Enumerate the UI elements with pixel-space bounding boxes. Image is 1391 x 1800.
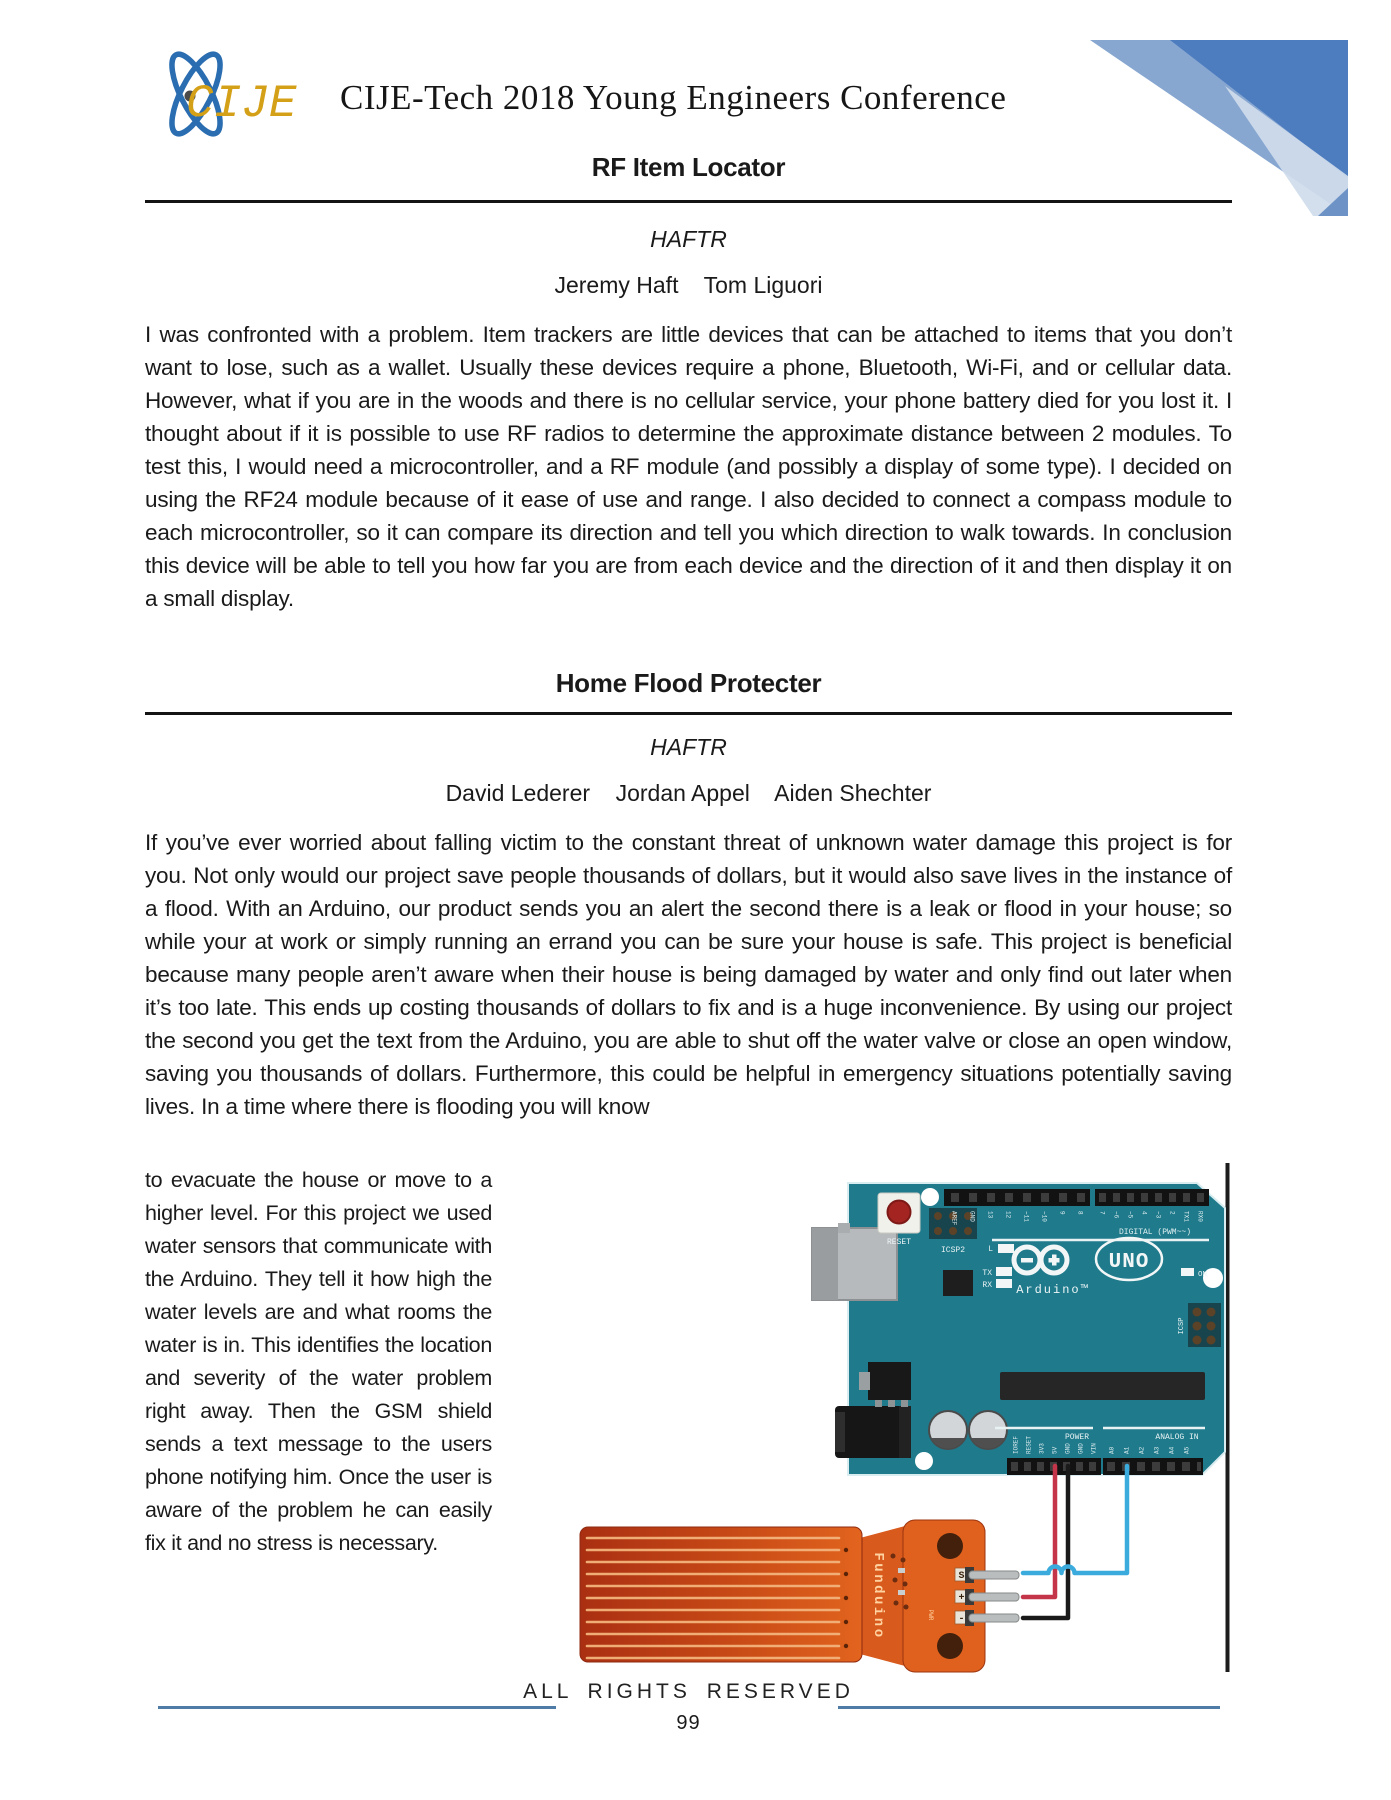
abstract-paragraph-continued: to evacuate the house or move to a higher level. For this project we used water sensors that communicate with the Arduino. They tell it how high the water levels are and what rooms the water is in. This identifies the location and severity of the water problem right away. Then the GSM shield sends a text message to the users phone notifying him. Once the user is aware of the problem he can easily fix it and no stress is necessary. xyxy=(145,1168,492,1555)
authors-line: Jeremy Haft Tom Liguori xyxy=(554,272,823,298)
signal-wire xyxy=(1023,1466,1127,1573)
svg-text:~10: ~10 xyxy=(1040,1211,1048,1222)
svg-text:RX0: RX0 xyxy=(1196,1211,1204,1222)
svg-text:~3: ~3 xyxy=(1154,1211,1162,1219)
usb-connector-icon xyxy=(812,1223,897,1300)
svg-text:TX1: TX1 xyxy=(1182,1211,1190,1222)
authors-line: David Lederer Jordan Appel Aiden Shechter xyxy=(445,780,932,806)
analog-in-label: ANALOG IN xyxy=(1155,1433,1199,1442)
svg-text:GND: GND xyxy=(968,1211,976,1222)
sensor-strip xyxy=(580,1527,862,1662)
svg-text:ICSP: ICSP xyxy=(1178,1317,1186,1335)
school-name: HAFTR xyxy=(650,226,727,252)
page-title: CIJE-Tech 2018 Young Engineers Conference xyxy=(340,78,1007,117)
logo-text: CIJE xyxy=(186,78,297,130)
svg-text:2: 2 xyxy=(1168,1211,1176,1215)
section-heading-rf-item-locator: RF Item Locator xyxy=(591,152,786,182)
arduino-brand-label: Arduino™ xyxy=(1016,1283,1090,1297)
power-label: POWER xyxy=(1064,1433,1090,1442)
svg-text:A0: A0 xyxy=(1108,1446,1116,1454)
svg-text:ON: ON xyxy=(1198,1271,1208,1279)
svg-text:7: 7 xyxy=(1098,1211,1106,1215)
heading-rule xyxy=(145,200,1232,203)
page-number: 99 xyxy=(676,1712,701,1734)
arduino-water-sensor-figure xyxy=(495,1160,1235,1680)
footer-rule-right xyxy=(838,1706,1220,1709)
arduino-board xyxy=(812,1183,1225,1475)
svg-text:GND: GND xyxy=(1077,1443,1085,1454)
mounting-hole xyxy=(921,1188,939,1206)
svg-text:9: 9 xyxy=(1058,1211,1066,1215)
svg-text:~11: ~11 xyxy=(1022,1211,1030,1222)
power-jack-icon xyxy=(835,1406,911,1458)
sensor-pwr-label: PWR xyxy=(927,1609,934,1621)
school-name: HAFTR xyxy=(650,734,727,760)
svg-text:8: 8 xyxy=(1076,1211,1084,1215)
svg-text:A2: A2 xyxy=(1138,1446,1146,1454)
svg-text:IOREF: IOREF xyxy=(1012,1435,1020,1454)
svg-text:A3: A3 xyxy=(1153,1446,1161,1454)
svg-text:A1: A1 xyxy=(1123,1446,1131,1454)
power-analog-pin-headers xyxy=(1007,1458,1203,1475)
svg-text:5V: 5V xyxy=(1051,1446,1059,1454)
abstract-paragraph: I was confronted with a problem. Item trackers are little devices that can be attached to items that you don’t want to lose, such as a wallet. Usually these devices require a phone, Bluetooth, Wi-Fi, and or cellular data. However, what if you are in the woods and there is no cellular service, your phone battery died for you lost it. I thought about if it is possible to use RF radios to determine the approximate distance between 2 modules. To test this, I would need a microcontroller, and a RF module (and possibly a display of some type). I decided on using the RF24 module because of it ease of use and range. I also decided to connect a compass module to each microcontroller, so it can compare its direction and tell you which direction to walk towards. In conclusion this device will be able to tell you how far you are from each device and the direction of it and then display it on a small display. xyxy=(145,322,1232,611)
svg-text:3V3: 3V3 xyxy=(1038,1443,1046,1454)
svg-text:RESET: RESET xyxy=(886,1238,912,1247)
footer-rights-text: ALL RIGHTS RESERVED xyxy=(523,1680,854,1703)
footer-rule-left xyxy=(158,1706,556,1709)
svg-text:13: 13 xyxy=(986,1211,994,1219)
svg-text:RX: RX xyxy=(982,1281,992,1290)
sensor-hole xyxy=(937,1633,963,1659)
figure-border-line xyxy=(1226,1163,1230,1672)
svg-text:ICSP2: ICSP2 xyxy=(940,1246,966,1255)
svg-text:RESET: RESET xyxy=(1025,1435,1033,1454)
sensor-hole xyxy=(937,1533,963,1559)
svg-text:GND: GND xyxy=(1064,1443,1072,1454)
svg-text:+: + xyxy=(958,1593,965,1604)
svg-text:AREF: AREF xyxy=(950,1211,958,1226)
water-level-sensor xyxy=(580,1520,1019,1672)
svg-text:~5: ~5 xyxy=(1126,1211,1134,1219)
sensor-header-pins xyxy=(965,1567,1019,1626)
sensor-brand-label: Funduino xyxy=(870,1552,886,1640)
svg-text:UNO: UNO xyxy=(1108,1251,1150,1274)
svg-text:VIN: VIN xyxy=(1090,1443,1098,1454)
svg-text:12: 12 xyxy=(1004,1211,1012,1219)
corner-triangle-decoration xyxy=(1085,28,1351,222)
abstract-paragraph: If you’ve ever worried about falling victim to the constant threat of unknown water damage this project is for you. Not only would our project save people thousands of dollars, but it would also save lives in the instance of a flood. With an Arduino, our product sends you an alert the second there is a leak or flood in your house; so while your at work or simply running an errand you can be sure your house is safe. This project is beneficial because many people aren’t aware when their house is being damaged by water and only find out later when it’s too late. This ends up costing thousands of dollars to fix and is a huge inconvenience. By using our project the second you get the text from the Arduino, you are able to shut off the water valve or close an open window, saving you thousands of dollars. Furthermore, this could be helpful in emergency situations potentially saving lives. In a time where there is flooding you will know xyxy=(145,830,1232,1119)
svg-text:A5: A5 xyxy=(1183,1446,1191,1454)
svg-text:TX: TX xyxy=(982,1269,992,1278)
section-heading-home-flood-protecter: Home Flood Protecter xyxy=(555,668,822,698)
cije-atom-logo xyxy=(138,46,308,146)
svg-text:~6: ~6 xyxy=(1112,1211,1120,1219)
chip-small xyxy=(943,1270,973,1296)
mounting-hole xyxy=(915,1452,933,1470)
heading-rule xyxy=(145,712,1232,715)
chip-atmega xyxy=(1000,1372,1205,1400)
svg-text:S: S xyxy=(958,1571,965,1582)
power-wire xyxy=(1023,1466,1055,1597)
svg-text:A4: A4 xyxy=(1168,1446,1176,1454)
digital-label: DIGITAL (PWM~~) xyxy=(1118,1228,1192,1237)
svg-text:4: 4 xyxy=(1140,1211,1148,1215)
digital-pin-headers xyxy=(944,1189,1209,1206)
svg-text:L: L xyxy=(988,1245,993,1254)
svg-text:-: - xyxy=(958,1614,965,1625)
